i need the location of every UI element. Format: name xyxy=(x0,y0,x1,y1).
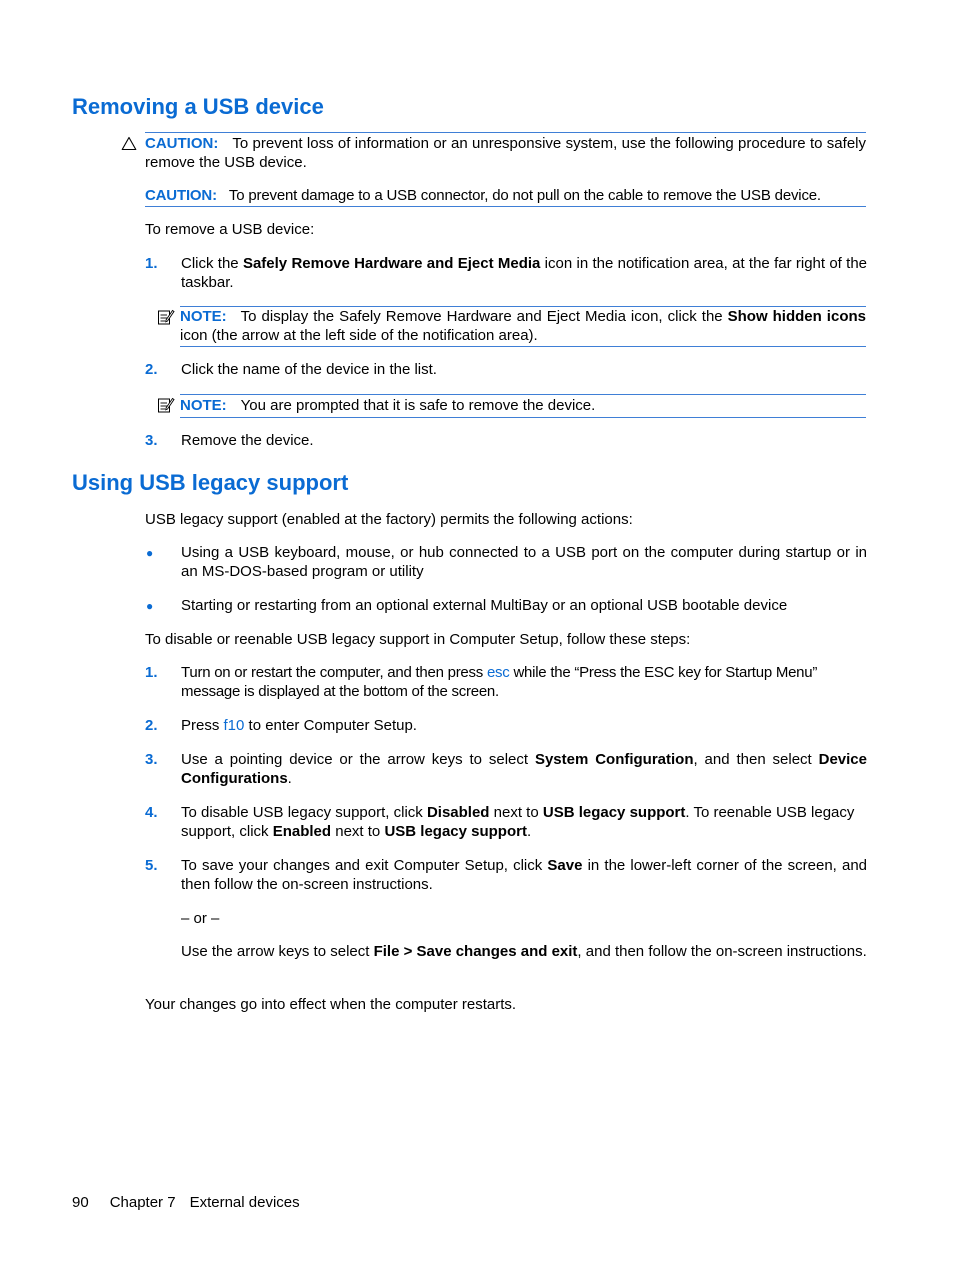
step-number: 4. xyxy=(145,804,158,821)
chapter-title: External devices xyxy=(189,1194,300,1211)
step-number: 2. xyxy=(145,717,158,734)
note-text: icon (the arrow at the left side of the notification area). xyxy=(180,327,538,344)
step-text: Remove the device. xyxy=(181,432,314,449)
step-bold-term: Safely Remove Hardware and Eject Media xyxy=(242,255,541,272)
step-text-part: next to xyxy=(331,823,385,840)
caution-label: CAUTION: xyxy=(145,135,219,152)
step-text xyxy=(181,750,867,788)
key-name: f10 xyxy=(223,717,245,734)
intro-text: To remove a USB device: xyxy=(145,221,315,238)
step-text-part: next to xyxy=(489,804,543,821)
step-text-part: . xyxy=(526,823,532,840)
caution-text: To prevent damage to a USB connector, do not pull on the cable to remove the USB device. xyxy=(228,187,821,204)
note-label: NOTE: xyxy=(180,308,227,325)
step-text-part: icon in the notification area, at the far right of the taskbar. xyxy=(181,255,867,291)
step-text-part: . xyxy=(287,770,292,787)
step-number: 2. xyxy=(145,361,158,378)
step-text-part: Use the arrow keys to select xyxy=(181,943,374,960)
step-text-part: To save your changes and exit Computer Setup, click xyxy=(181,857,548,874)
step-bold-term: Save xyxy=(547,857,583,874)
note-bold-term: Show hidden icons xyxy=(727,308,866,325)
note-pad-icon xyxy=(157,308,175,326)
step-text-part: in the lower-left corner of the screen, and then follow the on-screen instructions. xyxy=(181,857,868,893)
bullet-icon: ● xyxy=(146,546,154,560)
intro-text: USB legacy support (enabled at the factory) permits the following actions: xyxy=(145,511,633,528)
page-number: 90 xyxy=(72,1194,89,1211)
bullet-icon: ● xyxy=(146,599,154,613)
step-bold-term: USB legacy support xyxy=(542,804,686,821)
step-text-part: To disable USB legacy support, click xyxy=(181,804,427,821)
closing-text: Your changes go into effect when the computer restarts. xyxy=(145,996,517,1013)
caution-triangle-icon xyxy=(121,136,137,151)
caution-text: To prevent loss of information or an unresponsive system, use the following procedure to safely remove the USB device. xyxy=(145,135,866,171)
step-bold-term: Device Configurations xyxy=(181,751,867,787)
note-text: You are prompted that it is safe to remove the device. xyxy=(240,397,596,414)
caution-label: CAUTION: xyxy=(145,187,217,204)
step-text-part: , and then follow the on-screen instructions. xyxy=(577,943,867,960)
step-text-part: Use a pointing device or the arrow keys to select xyxy=(181,751,535,768)
steps-intro: To disable or reenable USB legacy support in Computer Setup, follow these steps: xyxy=(145,631,691,648)
note-pad-icon xyxy=(157,396,175,414)
caution-box-2 xyxy=(145,185,866,207)
section-heading-removing-usb: Removing a USB device xyxy=(72,94,324,119)
note-box-1 xyxy=(180,306,866,347)
step-text-part: . To reenable USB legacy support, click xyxy=(181,804,855,840)
step-bold-term: System Configuration xyxy=(534,751,694,768)
step-text-part: while the “Press the ESC key for Startup Menu” message is displayed at the bottom of the screen. xyxy=(181,664,818,700)
step-text xyxy=(181,803,861,841)
step-text xyxy=(181,856,867,894)
step-text-part: Turn on or restart the computer, and then press xyxy=(181,664,487,681)
list-item: Using a USB keyboard, mouse, or hub connected to a USB port on the computer during startup or in an MS-DOS-based program or utility xyxy=(181,544,867,580)
step-text-part: , and then select xyxy=(693,751,819,768)
section-heading-usb-legacy: Using USB legacy support xyxy=(72,470,349,495)
step-number: 1. xyxy=(145,664,158,681)
step-bold-term: Disabled xyxy=(426,804,490,821)
chapter-label: Chapter 7 xyxy=(109,1194,176,1211)
step-text-part: to enter Computer Setup. xyxy=(244,717,417,734)
note-label: NOTE: xyxy=(180,397,227,414)
step-text-part: Click the xyxy=(181,255,243,272)
step-text xyxy=(181,254,867,292)
caution-box-1 xyxy=(145,132,866,174)
step-bold-term: File > Save changes and exit xyxy=(373,943,578,960)
step-number: 5. xyxy=(145,857,158,874)
step-number: 1. xyxy=(145,255,158,272)
alt-instruction xyxy=(181,942,867,961)
step-text xyxy=(181,663,867,701)
step-number: 3. xyxy=(145,432,158,449)
step-bold-term: USB legacy support xyxy=(384,823,527,840)
step-text-part: Press xyxy=(181,717,224,734)
step-text xyxy=(181,716,867,735)
step-number: 3. xyxy=(145,751,158,768)
note-text: To display the Safely Remove Hardware and Eject Media icon, click the xyxy=(240,308,728,325)
page-footer xyxy=(72,1193,300,1212)
step-text: Click the name of the device in the list. xyxy=(181,361,437,378)
note-box-2 xyxy=(180,394,866,418)
list-item: Starting or restarting from an optional external MultiBay or an optional USB bootable device xyxy=(181,597,788,614)
or-separator: – or – xyxy=(181,910,220,927)
step-bold-term: Enabled xyxy=(272,823,332,840)
key-name: esc xyxy=(486,664,510,681)
